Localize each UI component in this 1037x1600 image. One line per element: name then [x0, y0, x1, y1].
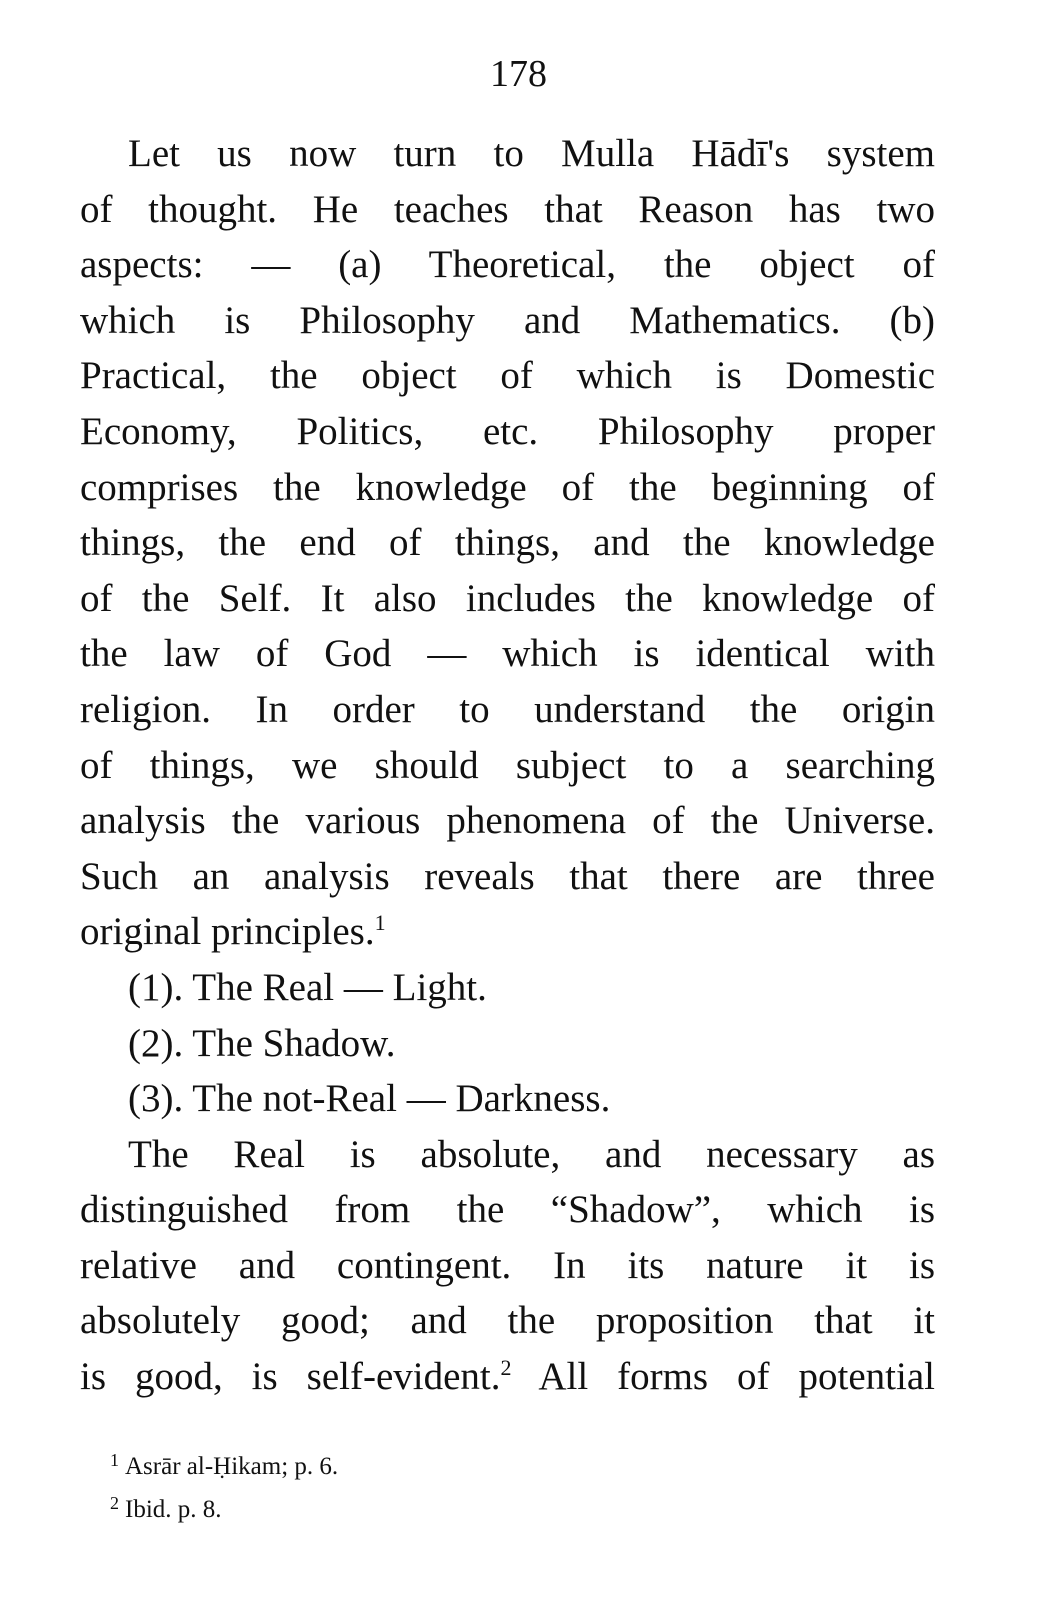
- text-line: Such an analysis reveals that there are three: [80, 854, 935, 898]
- text-line: [80, 1349, 935, 1405]
- text-line: things, the end of things, and the knowledge: [80, 521, 935, 565]
- list-item: (1). The Real — Light.: [128, 965, 487, 1009]
- text-line: which is Philosophy and Mathematics. (b): [80, 298, 935, 342]
- footnote: [110, 1442, 338, 1485]
- text-line: of the Self. It also includes the knowledge of: [80, 576, 935, 620]
- paragraph-2: [80, 1127, 935, 1405]
- text-fragment: original principles.: [80, 910, 375, 954]
- text-fragment: is good, is self-evident.: [80, 1355, 501, 1399]
- text-fragment: All forms of potential: [538, 1355, 935, 1399]
- text-line: Economy, Politics, etc. Philosophy proper: [80, 409, 935, 453]
- body-text: [80, 126, 935, 1405]
- page-number: 178: [490, 53, 547, 95]
- text-line: The Real is absolute, and necessary as: [128, 1132, 935, 1176]
- list-item: (2). The Shadow.: [128, 1021, 396, 1065]
- footnote-mark: 1: [110, 1450, 119, 1470]
- text-line: of things, we should subject to a searching: [80, 743, 935, 787]
- principles-list: [80, 960, 935, 1127]
- text-line: distinguished from the “Shadow”, which is: [80, 1188, 935, 1232]
- text-line: religion. In order to understand the origin: [80, 687, 935, 731]
- text-line: of thought. He teaches that Reason has two: [80, 187, 935, 231]
- footnote-reference: 1: [374, 910, 386, 936]
- footnotes: [110, 1442, 338, 1528]
- text-line: aspects: — (a) Theoretical, the object of: [80, 243, 935, 287]
- paragraph-1: [80, 126, 935, 960]
- footnote-mark: 2: [110, 1493, 119, 1513]
- text-line: comprises the knowledge of the beginning of: [80, 465, 935, 509]
- footnote-text: Ibid. p. 8.: [125, 1496, 222, 1523]
- text-line: absolutely good; and the proposition that it: [80, 1299, 935, 1343]
- footnote: [110, 1485, 338, 1528]
- list-item: (3). The not-Real — Darkness.: [128, 1077, 611, 1121]
- text-line: Practical, the object of which is Domestic: [80, 354, 935, 398]
- text-line: analysis the various phenomena of the Universe.: [80, 799, 935, 843]
- text-line: the law of God — which is identical with: [80, 632, 935, 676]
- text-line: [80, 904, 935, 960]
- footnote-reference: 2: [500, 1355, 512, 1381]
- text-line: Let us now turn to Mulla Hādī's system: [128, 132, 935, 175]
- text-line: relative and contingent. In its nature it is: [80, 1243, 935, 1287]
- footnote-text: Asrār al-Ḥikam; p. 6.: [125, 1453, 339, 1480]
